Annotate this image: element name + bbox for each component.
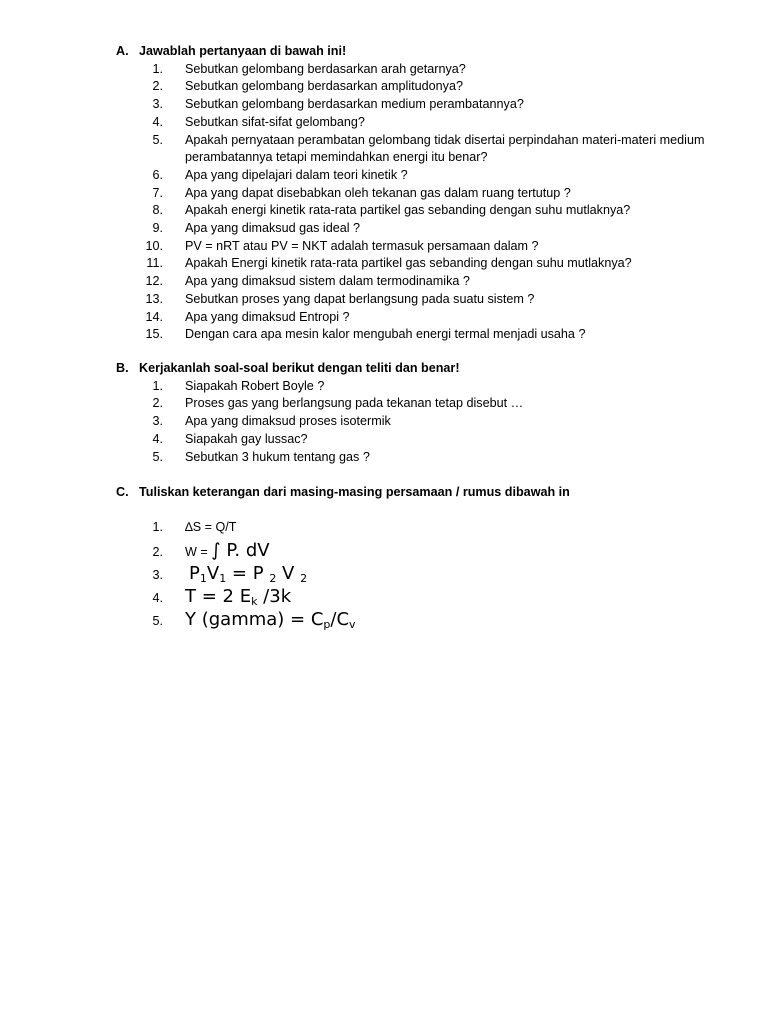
formula-gamma-sub-v: v	[349, 617, 356, 631]
question-number: 10.	[145, 238, 163, 253]
formula-work	[185, 540, 270, 561]
question-item	[116, 255, 716, 273]
section-b-title: Kerjakanlah soal-soal berikut dengan teliti dan benar!	[139, 361, 460, 375]
question-item	[116, 449, 716, 467]
question-text: Sebutkan gelombang berdasarkan amplitudonya?	[185, 79, 463, 94]
formula-boyle-sub1: 1	[199, 571, 207, 585]
section-c-title: Tuliskan keterangan dari masing-masing persamaan / rumus dibawah in	[139, 485, 570, 499]
formula-boyle-eq: = P	[226, 562, 264, 584]
question-text: PV = nRT atau PV = NKT adalah termasuk persamaan dalam ?	[185, 238, 539, 253]
question-text: Apa yang dipelajari dalam teori kinetik ?	[185, 167, 408, 182]
formula-boyle-v1: V	[206, 562, 220, 584]
question-item	[116, 96, 716, 114]
formula-temperature-tail: /3k	[257, 585, 292, 607]
question-text: Sebutkan proses yang dapat berlangsung pada suatu sistem ?	[185, 291, 535, 306]
question-number: 8.	[152, 203, 163, 218]
question-item	[116, 185, 716, 203]
question-number: 13.	[145, 291, 163, 306]
section-b-letter: B.	[116, 361, 129, 375]
formula-temperature	[185, 586, 291, 607]
question-text: Sebutkan 3 hukum tentang gas ?	[185, 449, 370, 464]
question-number: 15.	[145, 327, 163, 342]
formula-temperature-sub: k	[251, 594, 258, 608]
formula-list	[116, 520, 716, 632]
formula-entropy: ∆S = Q/T	[185, 519, 237, 534]
section-a-title: Jawablah pertanyaan di bawah ini!	[139, 44, 347, 58]
question-text: Apa yang dapat disebabkan oleh tekanan gas dalam ruang tertutup ?	[185, 185, 571, 200]
section-b-heading	[116, 360, 716, 378]
formula-number: 4.	[152, 590, 163, 605]
section-a	[116, 43, 716, 344]
section-a-question-list	[116, 61, 716, 344]
question-text: Siapakah gay lussac?	[185, 431, 308, 446]
formula-number: 2.	[152, 544, 163, 559]
question-text: Sebutkan gelombang berdasarkan arah getarnya?	[185, 61, 466, 76]
formula-boyle-sub3: 2	[300, 571, 308, 585]
question-text: Apa yang dimaksud proses isotermik	[185, 414, 391, 429]
formula-boyle-p1: P	[189, 562, 200, 584]
question-number: 2.	[152, 79, 163, 94]
question-item	[116, 132, 716, 167]
question-item	[116, 238, 716, 256]
question-item	[116, 326, 716, 344]
question-number: 4.	[152, 431, 163, 446]
formula-boyle-sub1b: 1	[219, 571, 227, 585]
question-item	[116, 395, 716, 413]
section-b-question-list	[116, 378, 716, 467]
question-number: 5.	[152, 449, 163, 464]
formula-temperature-lead: T = 2 E	[185, 585, 252, 607]
question-item	[116, 291, 716, 309]
question-item	[116, 413, 716, 431]
question-item	[116, 220, 716, 238]
question-number: 6.	[152, 167, 163, 182]
question-number: 5.	[152, 132, 163, 147]
question-text: Proses gas yang berlangsung pada tekanan tetap disebut …	[185, 396, 524, 411]
question-number: 11.	[146, 256, 163, 271]
formula-gamma-mid: /C	[330, 608, 350, 630]
question-number: 1.	[152, 378, 163, 393]
question-item	[116, 167, 716, 185]
formula-boyle	[185, 563, 307, 584]
question-text: Sebutkan sifat-sifat gelombang?	[185, 114, 365, 129]
question-item	[116, 309, 716, 327]
question-text: Apakah Energi kinetik rata-rata partikel gas sebanding dengan suhu mutlaknya?	[185, 256, 632, 271]
section-c	[116, 484, 716, 632]
question-number: 2.	[152, 396, 163, 411]
question-text: Dengan cara apa mesin kalor mengubah energi termal menjadi usaha ?	[185, 327, 586, 342]
question-number: 3.	[152, 97, 163, 112]
formula-item-3	[116, 563, 716, 586]
formula-gamma-sub-p: p	[323, 617, 331, 631]
question-item	[116, 114, 716, 132]
formula-boyle-v2: V	[282, 562, 295, 584]
question-number: 1.	[152, 61, 163, 76]
formula-item-2	[116, 540, 716, 563]
question-item	[116, 378, 716, 396]
question-item	[116, 61, 716, 79]
formula-number: 5.	[152, 613, 163, 628]
question-text: Apakah pernyataan perambatan gelombang tidak disertai perpindahan materi-materi medium perambatannya tetapi memindahkan energi itu benar?	[185, 132, 705, 165]
question-text: Apa yang dimaksud sistem dalam termodinamika ?	[185, 274, 470, 289]
question-number: 7.	[152, 185, 163, 200]
formula-boyle-sub2: 2	[269, 571, 277, 585]
section-c-letter: C.	[116, 485, 129, 499]
formula-item-5	[116, 609, 716, 632]
question-item	[116, 78, 716, 96]
question-text: Sebutkan gelombang berdasarkan medium perambatannya?	[185, 97, 524, 112]
formula-number: 3.	[152, 567, 163, 582]
question-item	[116, 431, 716, 449]
question-number: 14.	[145, 309, 163, 324]
section-a-heading	[116, 43, 716, 61]
question-number: 12.	[145, 274, 163, 289]
formula-item-4	[116, 586, 716, 609]
section-a-letter: A.	[116, 44, 129, 58]
question-number: 4.	[152, 114, 163, 129]
section-c-heading	[116, 484, 716, 502]
question-number: 3.	[152, 414, 163, 429]
formula-gamma-lead: Y (gamma) = C	[185, 608, 324, 630]
section-b	[116, 360, 716, 466]
question-text: Apakah energi kinetik rata-rata partikel gas sebanding dengan suhu mutlaknya?	[185, 203, 631, 218]
question-item	[116, 273, 716, 291]
question-text: Siapakah Robert Boyle ?	[185, 378, 325, 393]
question-text: Apa yang dimaksud Entropi ?	[185, 309, 350, 324]
formula-gamma	[185, 609, 356, 630]
question-item	[116, 202, 716, 220]
formula-work-integral: ∫ P. dV	[211, 539, 270, 561]
question-number: 9.	[152, 221, 163, 236]
formula-item-1	[116, 520, 716, 540]
formula-work-prefix: W =	[185, 544, 212, 559]
question-text: Apa yang dimaksud gas ideal ?	[185, 221, 361, 236]
formula-number: 1.	[152, 519, 163, 534]
